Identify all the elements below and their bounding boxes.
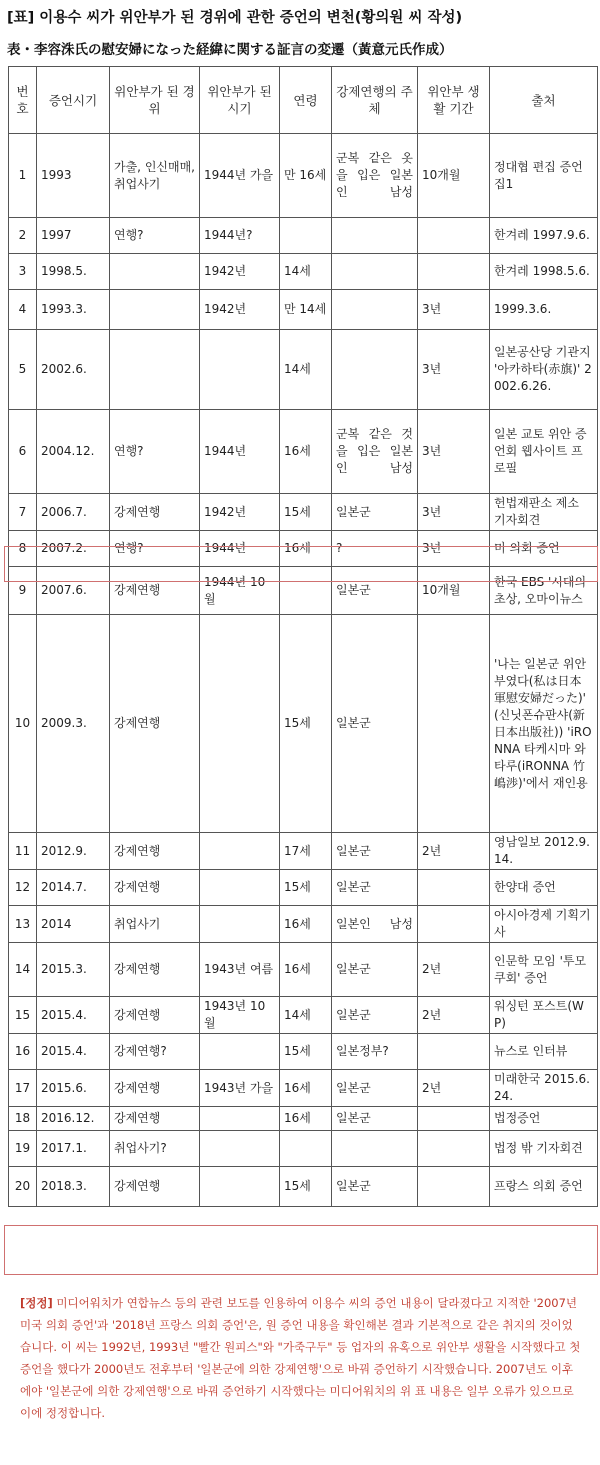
cell-route: 강제연행	[110, 997, 200, 1034]
cell-year: 2002.6.	[37, 330, 110, 410]
cell-year: 2007.6.	[37, 567, 110, 615]
cell-age: 15세	[280, 494, 332, 531]
cell-route: 강제연행	[110, 1167, 200, 1207]
cell-no: 5	[9, 330, 37, 410]
header-age: 연령	[280, 67, 332, 134]
cell-period: 3년	[418, 330, 490, 410]
cell-subject: 군복 같은 옷을 입은 일본인 남성	[332, 134, 418, 218]
cell-subject: 일본군	[332, 567, 418, 615]
cell-source: 아시아경제 기획기사	[490, 906, 598, 943]
cell-subject: 일본군	[332, 943, 418, 997]
cell-subject: 일본군	[332, 997, 418, 1034]
cell-year: 1997	[37, 218, 110, 254]
cell-when: 1944년?	[200, 218, 280, 254]
cell-subject: 일본군	[332, 833, 418, 870]
cell-period: 2년	[418, 833, 490, 870]
cell-no: 3	[9, 254, 37, 290]
cell-year: 2015.4.	[37, 997, 110, 1034]
cell-subject: 군복 같은 것을 입은 일본인 남성	[332, 410, 418, 494]
cell-year: 1993	[37, 134, 110, 218]
cell-no: 8	[9, 531, 37, 567]
cell-when: 1942년	[200, 254, 280, 290]
cell-period: 10개월	[418, 567, 490, 615]
cell-period: 2년	[418, 1070, 490, 1107]
cell-no: 10	[9, 615, 37, 833]
cell-when	[200, 330, 280, 410]
table-row	[9, 943, 598, 997]
cell-route: 강제연행	[110, 943, 200, 997]
cell-no: 7	[9, 494, 37, 531]
cell-age: 15세	[280, 615, 332, 833]
table-row	[9, 134, 598, 218]
table-row	[9, 1070, 598, 1107]
cell-source: 한겨레 1998.5.6.	[490, 254, 598, 290]
cell-age: 16세	[280, 410, 332, 494]
cell-period: 3년	[418, 531, 490, 567]
cell-source: 워싱턴 포스트(WP)	[490, 997, 598, 1034]
cell-subject: 일본군	[332, 615, 418, 833]
cell-no: 14	[9, 943, 37, 997]
table-row	[9, 330, 598, 410]
cell-subject: 일본군	[332, 1070, 418, 1107]
table-row	[9, 615, 598, 833]
cell-route: 강제연행	[110, 1107, 200, 1131]
table-row	[9, 1034, 598, 1070]
cell-age	[280, 1131, 332, 1167]
cell-source: 미래한국 2015.6.24.	[490, 1070, 598, 1107]
cell-source: 미 의회 증언	[490, 531, 598, 567]
cell-subject: 일본인 남성	[332, 906, 418, 943]
cell-age: 14세	[280, 997, 332, 1034]
table-row	[9, 1167, 598, 1207]
cell-year: 2015.4.	[37, 1034, 110, 1070]
cell-no: 4	[9, 290, 37, 330]
cell-when: 1944년 10월	[200, 567, 280, 615]
cell-no: 16	[9, 1034, 37, 1070]
cell-age: 만 14세	[280, 290, 332, 330]
table-row	[9, 1131, 598, 1167]
cell-when: 1943년 여름	[200, 943, 280, 997]
table-row	[9, 494, 598, 531]
cell-route: 강제연행	[110, 494, 200, 531]
cell-when	[200, 833, 280, 870]
title-japanese: 表・李容洙氏の慰安婦になった経緯に関する証言の変遷（黃意元氏作成）	[7, 42, 453, 58]
cell-age: 17세	[280, 833, 332, 870]
header-period: 위안부 생활 기간	[418, 67, 490, 134]
cell-no: 6	[9, 410, 37, 494]
cell-period: 10개월	[418, 134, 490, 218]
cell-no: 20	[9, 1167, 37, 1207]
cell-age: 15세	[280, 870, 332, 906]
cell-year: 1998.5.	[37, 254, 110, 290]
cell-source: 1999.3.6.	[490, 290, 598, 330]
cell-age	[280, 567, 332, 615]
cell-year: 2016.12.	[37, 1107, 110, 1131]
cell-subject: 일본정부?	[332, 1034, 418, 1070]
table-header-row	[9, 67, 598, 134]
header-subject: 강제연행의 주체	[332, 67, 418, 134]
cell-route: 강제연행	[110, 567, 200, 615]
cell-subject	[332, 1131, 418, 1167]
cell-period: 3년	[418, 410, 490, 494]
cell-when	[200, 615, 280, 833]
header-source: 출처	[490, 67, 598, 134]
table-row	[9, 997, 598, 1034]
cell-no: 15	[9, 997, 37, 1034]
cell-no: 19	[9, 1131, 37, 1167]
cell-no: 9	[9, 567, 37, 615]
table-row	[9, 906, 598, 943]
correction-text: 미디어워치가 연합뉴스 등의 관련 보도를 인용하여 이용수 씨의 증언 내용이 달라졌다고 지적한 '2007년 미국 의회 증언'과 '2018년 프랑스 의회 증언'은, 원 증언 내용을 확인해본 결과 기본적으로 같은 취지의 것이었습니다. 이 씨는 1992년, 1993년 "빨간 원피스"와 "가죽구두" 등 업자의 유혹으로 위안부 생활을 시작했다고 첫 증언을 했다가 2000년도 전후부터 '일본군에 의한 강제연행'으로 바꿔 증언하기 시작했습니다. 2007년도 이후에야 '일본군에 의한 강제연행'으로 바꿔 증언하기 시작했다는 미디어워치의 위 표 내용은 일부 오류가 있으므로 이에 정정합니다.	[20, 1296, 581, 1420]
cell-year: 2015.3.	[37, 943, 110, 997]
cell-period: 3년	[418, 290, 490, 330]
cell-period: 2년	[418, 943, 490, 997]
cell-source: 헌법재판소 제소 기자회견	[490, 494, 598, 531]
cell-year: 2007.2.	[37, 531, 110, 567]
cell-period	[418, 906, 490, 943]
cell-age: 14세	[280, 254, 332, 290]
cell-no: 12	[9, 870, 37, 906]
header-route: 위안부가 된 경위	[110, 67, 200, 134]
cell-year: 2014.7.	[37, 870, 110, 906]
cell-route: 취업사기?	[110, 1131, 200, 1167]
cell-source: 법정증언	[490, 1107, 598, 1131]
table-row	[9, 410, 598, 494]
cell-period	[418, 218, 490, 254]
cell-year: 2018.3.	[37, 1167, 110, 1207]
cell-when: 1944년 가을	[200, 134, 280, 218]
cell-source: 일본 교토 위안 증언회 웹사이트 프로필	[490, 410, 598, 494]
correction-tag: [정정]	[20, 1296, 53, 1310]
cell-period	[418, 615, 490, 833]
cell-year: 2006.7.	[37, 494, 110, 531]
cell-no: 18	[9, 1107, 37, 1131]
cell-when	[200, 906, 280, 943]
cell-period	[418, 1034, 490, 1070]
cell-route: 연행?	[110, 218, 200, 254]
cell-route: 가출, 인신매매, 취업사기	[110, 134, 200, 218]
table-row	[9, 833, 598, 870]
cell-period	[418, 254, 490, 290]
cell-year: 2012.9.	[37, 833, 110, 870]
correction-note	[20, 1292, 582, 1424]
cell-when: 1942년	[200, 290, 280, 330]
table-row	[9, 870, 598, 906]
cell-source: 일본공산당 기관지 '아카하타(赤旗)' 2002.6.26.	[490, 330, 598, 410]
cell-period: 2년	[418, 997, 490, 1034]
title-korean: [표] 이용수 씨가 위안부가 된 경위에 관한 증언의 변천(황의원 씨 작성)	[7, 10, 463, 26]
cell-route	[110, 330, 200, 410]
header-year: 증언시기	[37, 67, 110, 134]
table-row	[9, 254, 598, 290]
cell-when	[200, 1131, 280, 1167]
cell-age: 16세	[280, 1070, 332, 1107]
header-no: 번호	[9, 67, 37, 134]
cell-route: 연행?	[110, 410, 200, 494]
table-row	[9, 218, 598, 254]
cell-source: '나는 일본군 위안부였다(私は日本軍慰安婦だった)' (신닛폰슈판샤(新日本出版社)) 'iRONNA 타케시마 와타루(iRONNA 竹嶋渉)'에서 재인용	[490, 615, 598, 833]
cell-subject: 일본군	[332, 494, 418, 531]
cell-route	[110, 254, 200, 290]
cell-route: 연행?	[110, 531, 200, 567]
cell-subject: ?	[332, 531, 418, 567]
cell-age	[280, 218, 332, 254]
cell-subject	[332, 290, 418, 330]
cell-when	[200, 870, 280, 906]
cell-no: 11	[9, 833, 37, 870]
cell-when	[200, 1034, 280, 1070]
cell-route: 강제연행	[110, 615, 200, 833]
cell-no: 1	[9, 134, 37, 218]
cell-period	[418, 1107, 490, 1131]
cell-when: 1944년	[200, 531, 280, 567]
cell-route	[110, 290, 200, 330]
table-row	[9, 290, 598, 330]
cell-age: 16세	[280, 943, 332, 997]
table-row	[9, 567, 598, 615]
cell-when: 1943년 가을	[200, 1070, 280, 1107]
cell-year: 1993.3.	[37, 290, 110, 330]
cell-route: 강제연행	[110, 1070, 200, 1107]
cell-age: 15세	[280, 1034, 332, 1070]
cell-route: 강제연행?	[110, 1034, 200, 1070]
cell-source: 영남일보 2012.9.14.	[490, 833, 598, 870]
cell-route: 취업사기	[110, 906, 200, 943]
cell-source: 한겨레 1997.9.6.	[490, 218, 598, 254]
cell-period	[418, 1131, 490, 1167]
cell-subject	[332, 330, 418, 410]
cell-no: 17	[9, 1070, 37, 1107]
cell-age: 14세	[280, 330, 332, 410]
cell-year: 2009.3.	[37, 615, 110, 833]
cell-age: 15세	[280, 1167, 332, 1207]
cell-age: 만 16세	[280, 134, 332, 218]
cell-source: 한양대 증언	[490, 870, 598, 906]
cell-subject	[332, 254, 418, 290]
cell-when: 1944년	[200, 410, 280, 494]
cell-year: 2017.1.	[37, 1131, 110, 1167]
cell-source: 인문학 모임 '투모쿠회' 증언	[490, 943, 598, 997]
cell-year: 2004.12.	[37, 410, 110, 494]
cell-age: 16세	[280, 1107, 332, 1131]
cell-when	[200, 1167, 280, 1207]
cell-when: 1942년	[200, 494, 280, 531]
cell-no: 2	[9, 218, 37, 254]
cell-subject: 일본군	[332, 1167, 418, 1207]
cell-subject	[332, 218, 418, 254]
cell-period	[418, 870, 490, 906]
cell-period: 3년	[418, 494, 490, 531]
highlight-box-row-20	[4, 1225, 598, 1275]
table-row	[9, 1107, 598, 1131]
cell-no: 13	[9, 906, 37, 943]
cell-source: 정대협 편집 증언집1	[490, 134, 598, 218]
cell-age: 16세	[280, 906, 332, 943]
table-row	[9, 531, 598, 567]
cell-route: 강제연행	[110, 870, 200, 906]
cell-age: 16세	[280, 531, 332, 567]
cell-source: 법정 밖 기자회견	[490, 1131, 598, 1167]
cell-route: 강제연행	[110, 833, 200, 870]
cell-subject: 일본군	[332, 1107, 418, 1131]
header-when: 위안부가 된 시기	[200, 67, 280, 134]
cell-period	[418, 1167, 490, 1207]
cell-source: 뉴스로 인터뷰	[490, 1034, 598, 1070]
cell-subject: 일본군	[332, 870, 418, 906]
cell-source: 프랑스 의회 증언	[490, 1167, 598, 1207]
cell-source: 한국 EBS '시대의 초상, 오마이뉴스	[490, 567, 598, 615]
cell-year: 2014	[37, 906, 110, 943]
cell-year: 2015.6.	[37, 1070, 110, 1107]
testimony-table	[8, 66, 598, 1207]
cell-when: 1943년 10월	[200, 997, 280, 1034]
cell-when	[200, 1107, 280, 1131]
